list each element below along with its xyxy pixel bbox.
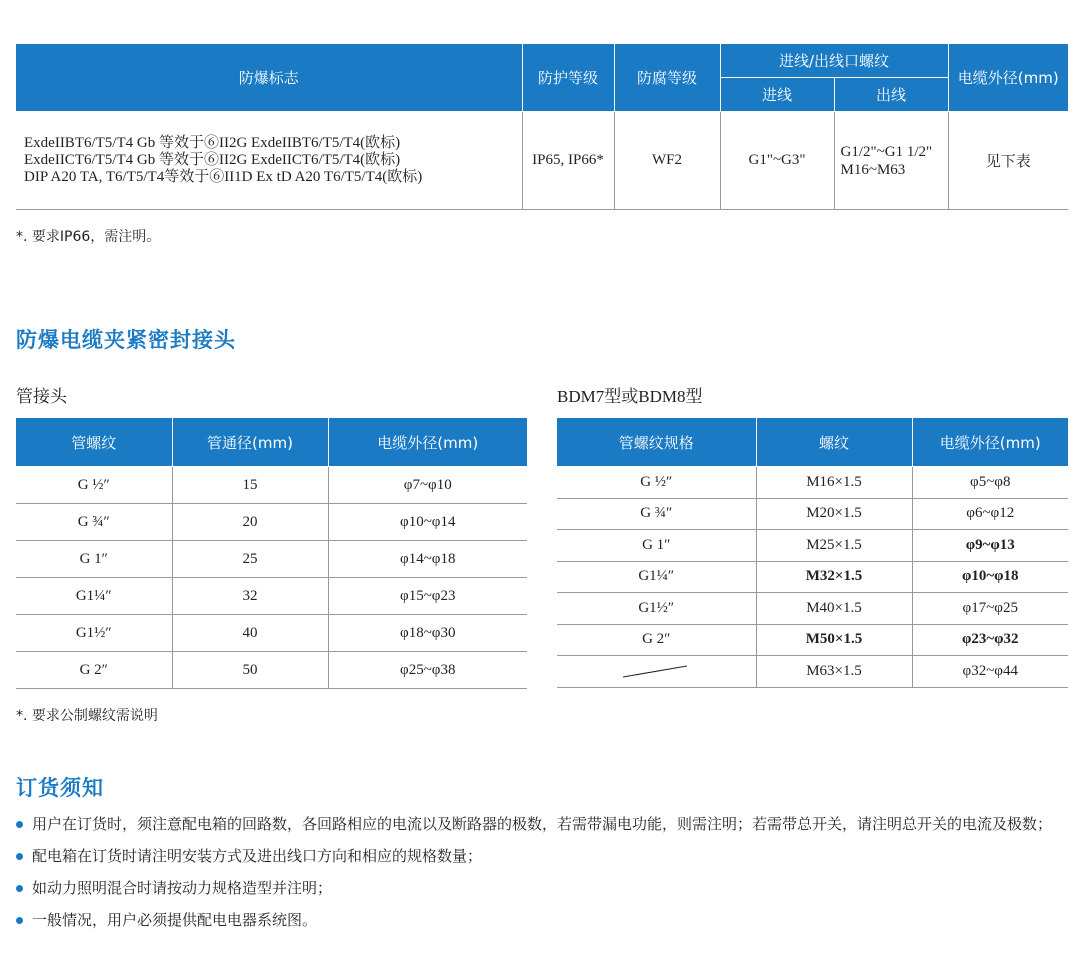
thread-cell: G 1″ [16, 541, 172, 578]
thread-cell: M25×1.5 [756, 530, 912, 562]
outlet-line: M16~M63 [840, 161, 906, 178]
header-corrosion: 防腐等级 [614, 44, 720, 112]
thread-spec-cell: G1¼″ [557, 561, 756, 593]
bullet-dot-icon [16, 885, 23, 892]
cable-od-cell: φ5~φ8 [912, 467, 1068, 499]
cable-od-cell: φ10~φ18 [912, 561, 1068, 593]
list-item-text: 用户在订货时，须注意配电箱的回路数，各回路相应的电流以及断路器的极数，若需带漏电功能，则需注明；若需带总开关，请注明总开关的电流及极数； [32, 815, 1053, 833]
header-ip: 防护等级 [522, 44, 614, 112]
thread-spec-cell: G ½″ [557, 467, 756, 499]
list-item [16, 840, 1072, 872]
header-mark: 防爆标志 [16, 44, 522, 112]
table-row [16, 541, 527, 578]
header-cable-od: 电缆外径(mm) [912, 418, 1068, 467]
cable-od-cell: φ32~φ44 [912, 656, 1068, 688]
thread-spec-cell: G ¾″ [557, 498, 756, 530]
bdm-table [557, 418, 1068, 688]
bore-cell: 25 [172, 541, 328, 578]
thread-cell: G1¼″ [16, 578, 172, 615]
table-row [557, 624, 1068, 656]
mark-line: DIP A20 TA, T6/T5/T4等效于⑥II1D Ex tD A20 T6/T5/T4(欧标) [24, 169, 423, 185]
bullet-dot-icon [16, 853, 23, 860]
section-title-cable-gland: 防爆电缆夹紧密封接头 [16, 328, 236, 352]
table1-note: *. 要求IP66，需注明。 [16, 229, 161, 245]
header-pipe-thread-spec: 管螺纹规格 [557, 418, 756, 467]
outlet-line: G1/2"~G1 1/2" [840, 143, 933, 160]
bullet-dot-icon [16, 821, 23, 828]
table-row [16, 652, 527, 689]
header-bore: 管通径(mm) [172, 418, 328, 467]
cable-od-cell: φ6~φ12 [912, 498, 1068, 530]
thread-cell: G 2″ [16, 652, 172, 689]
section-title-ordering: 订货须知 [16, 776, 104, 800]
cable-od-cell: φ14~φ18 [328, 541, 527, 578]
outlet-cell [834, 112, 948, 210]
thread-spec-cell: G 2″ [557, 624, 756, 656]
table-row [16, 504, 527, 541]
ip-cell: IP65, IP66* [522, 112, 614, 210]
cable-od-cell: φ15~φ23 [328, 578, 527, 615]
mark-line: ExdeIIBT6/T5/T4 Gb 等效于⑥II2G ExdeIIBT6/T5/T4(欧标) [24, 135, 401, 151]
cable-od-cell: φ10~φ14 [328, 504, 527, 541]
list-item [16, 872, 1072, 904]
thread-cell: M50×1.5 [756, 624, 912, 656]
bore-cell: 40 [172, 615, 328, 652]
mark-line: ExdeIICT6/T5/T4 Gb 等效于⑥II2G ExdeIICT6/T5/T4(欧标) [24, 152, 401, 168]
table-row [557, 656, 1068, 688]
thread-cell: M20×1.5 [756, 498, 912, 530]
subtitle-bdm: BDM7型或BDM8型 [557, 387, 703, 406]
table-row [557, 530, 1068, 562]
thread-cell: M32×1.5 [756, 561, 912, 593]
table2-note: *. 要求公制螺纹需说明 [16, 708, 158, 724]
thread-cell: M16×1.5 [756, 467, 912, 499]
thread-spec-cell: G 1″ [557, 530, 756, 562]
header-outlet: 出线 [834, 78, 948, 112]
diagonal-line-icon [621, 663, 691, 679]
cable-od-cell: φ7~φ10 [328, 467, 527, 504]
list-item [16, 904, 1072, 936]
cable-od-cell: φ23~φ32 [912, 624, 1068, 656]
ordering-list [16, 808, 1072, 936]
table-row [16, 615, 527, 652]
bore-cell: 32 [172, 578, 328, 615]
thread-cell: M40×1.5 [756, 593, 912, 625]
table-row [557, 467, 1068, 499]
bore-cell: 15 [172, 467, 328, 504]
table-row [557, 498, 1068, 530]
header-inlet: 进线 [720, 78, 834, 112]
header-pipe-thread: 管螺纹 [16, 418, 172, 467]
list-item-text: 如动力照明混合时请按动力规格造型并注明； [32, 879, 333, 897]
bore-cell: 20 [172, 504, 328, 541]
table-row [16, 112, 1068, 210]
inlet-cell: G1"~G3" [720, 112, 834, 210]
cable-od-cell: φ9~φ13 [912, 530, 1068, 562]
thread-cell: G1½″ [16, 615, 172, 652]
thread-cell: G ½″ [16, 467, 172, 504]
table-row [16, 467, 527, 504]
list-item-text: 一般情况，用户必须提供配电电器系统图。 [32, 911, 318, 929]
pipe-connector-table [16, 418, 527, 689]
thread-cell: M63×1.5 [756, 656, 912, 688]
cable-od-cell: φ25~φ38 [328, 652, 527, 689]
cable-od-cell: 见下表 [948, 112, 1068, 210]
empty-diagonal-cell [557, 656, 756, 688]
header-thread: 螺纹 [756, 418, 912, 467]
mark-cell [16, 112, 522, 210]
table-row [557, 593, 1068, 625]
cable-od-cell: φ17~φ25 [912, 593, 1068, 625]
header-thread-group: 进线/出线口螺纹 [720, 44, 948, 78]
cable-od-cell: φ18~φ30 [328, 615, 527, 652]
header-cable-od: 电缆外径(mm) [328, 418, 527, 467]
subtitle-pipe-connector: 管接头 [16, 387, 67, 407]
table-row [16, 578, 527, 615]
corrosion-cell: WF2 [614, 112, 720, 210]
thread-cell: G ¾″ [16, 504, 172, 541]
list-item [16, 808, 1072, 840]
bullet-dot-icon [16, 917, 23, 924]
header-cable-od: 电缆外径(mm) [948, 44, 1068, 112]
list-item-text: 配电箱在订货时请注明安装方式及进出线口方向和相应的规格数量； [32, 847, 483, 865]
bore-cell: 50 [172, 652, 328, 689]
thread-spec-cell: G1½″ [557, 593, 756, 625]
table-row [557, 561, 1068, 593]
explosion-proof-spec-table [16, 44, 1068, 210]
